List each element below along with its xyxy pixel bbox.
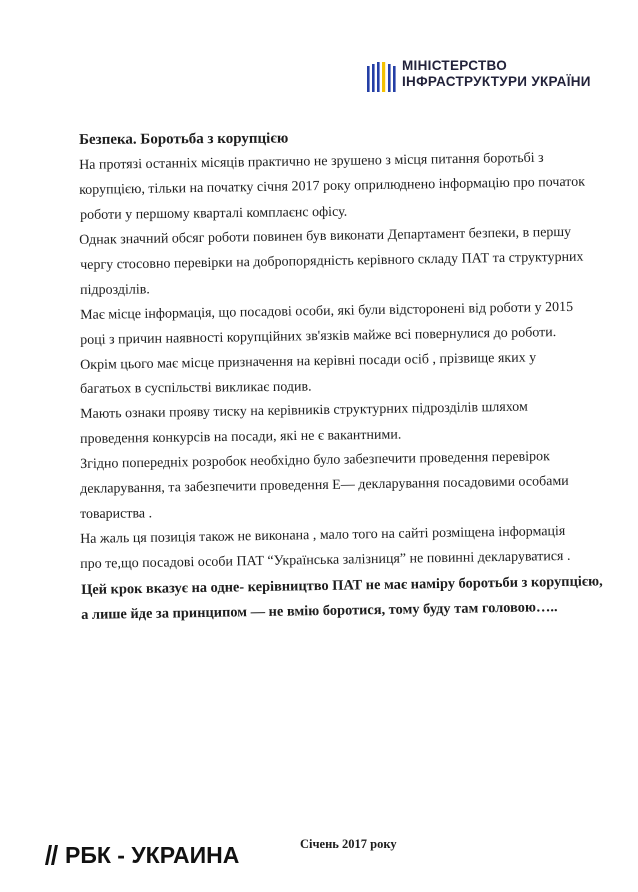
body-line: товариства . [80,506,153,522]
ministry-logo-line1: МІНІСТЕРСТВО [402,58,508,73]
body-line: роботи у першому кварталі комплаєнс офісу. [80,204,348,223]
body-line: багатьох в суспільстві викликає подив. [80,379,312,397]
body-line: проведення конкурсів на посади, які не є вакантними. [80,427,402,447]
body-line: чергу стосовно перевірки на добропорядність керівного складу ПАТ та структурних [80,249,584,273]
body-line: Однак значний обсяг роботи повинен був виконати Департамент безпеки, в першу [79,224,572,248]
body-line: Окрім цього має місце призначення на керівні посади осіб , прізвище яких у [80,350,537,373]
body-line: році з причин наявності корупційних зв'язків майже всі повернулися до роботи. [80,325,557,348]
conclusion-line: Цей крок вказує на одне- керівництво ПАТ не має наміру боротьби з корупцією, [81,573,603,598]
document-heading: Безпека. Боротьба з корупцією [79,130,289,148]
body-line: На жаль ця позиція також не виконана , мало того на сайті розміщена інформація [80,523,566,547]
ministry-logo-line2: ІНФРАСТРУКТУРИ УКРАЇНИ [402,74,591,89]
body-line: На протязі останніх місяців практично не зрушено з місця питання боротьбі з [79,150,544,173]
rbk-watermark-text: РБК - УКРАИНА [65,842,240,868]
ministry-logo-bars-icon [366,56,398,100]
body-line: підрозділів. [80,282,150,298]
rbk-logo-icon [43,844,61,866]
body-line: Мають ознаки прояву тиску на керівників структурних підрозділів шляхом [80,399,528,422]
body-line: корупцією, тільки на початку січня 2017 року оприлюднено інформацію про початок [79,174,586,198]
body-line: Має місце інформація, що посадові особи, які були відсторонені від роботи у 2015 [80,299,574,323]
document-date: Січень 2017 року [300,837,397,851]
body-line: декларування, та забезпечити проведення Е— декларування посадовими особами [80,473,569,497]
ministry-logo [366,56,606,100]
conclusion-line: а лише йде за принципом — не вмію боротися, тому буду там головою….. [81,599,558,623]
body-line: про те,що посадові особи ПАТ “Українська залізниця” не повинні декларуватися . [80,548,571,572]
body-line: Згідно попередніх розробок необхідно було забезпечити проведення перевірок [80,449,551,472]
